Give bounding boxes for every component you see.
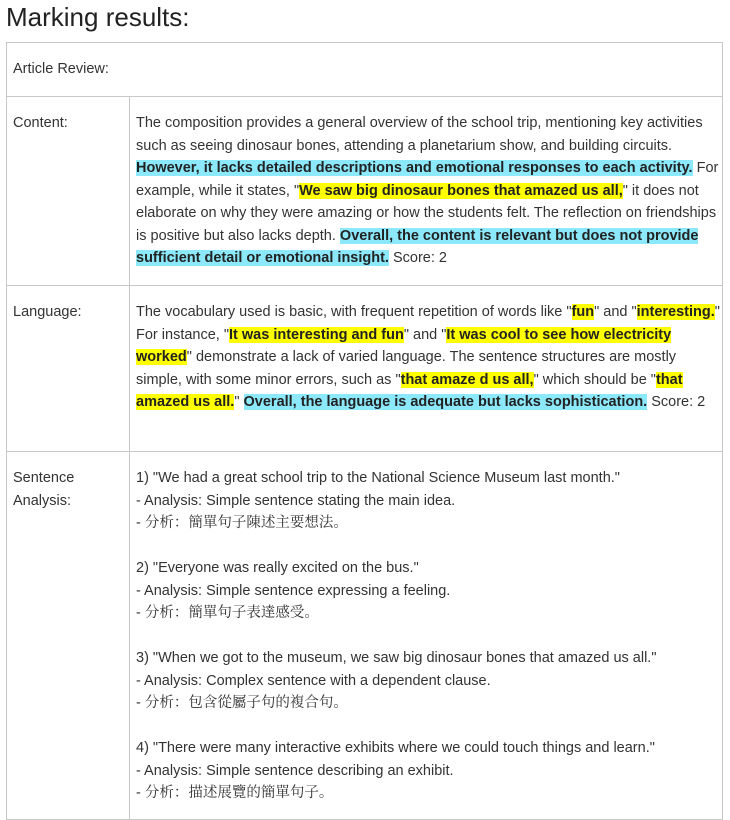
feedback-text: For example, while it states, "	[136, 160, 719, 199]
sentence-analysis-label: Sentence Analysis:	[7, 452, 130, 820]
analysis-english: - Analysis: Complex sentence with a dependent clause.	[136, 672, 491, 689]
analysis-sentence: 1) "We had a great school trip to the National Science Museum last month."	[136, 470, 620, 486]
sentence-analysis-item	[136, 737, 722, 805]
feedback-text: " and "	[594, 304, 637, 320]
analysis-sentence: 3) "When we got to the museum, we saw big dinosaur bones that amazed us all."	[136, 650, 657, 666]
highlight-quote: It was interesting and fun	[229, 326, 404, 343]
article-review-label: Article Review:	[7, 43, 723, 97]
feedback-text: The vocabulary used is basic, with frequent repetition of words like "	[136, 304, 572, 320]
article-review-row	[7, 43, 723, 97]
sentence-analysis-item	[136, 467, 722, 535]
sentence-analysis-item	[136, 557, 722, 625]
feedback-text: The composition provides a general overview of the school trip, mentioning key activities such as seeing dinosaur bones, attending a planetarium show, and building circuits.	[136, 115, 703, 154]
highlight-quote: interesting.	[636, 304, 715, 320]
sentence-analysis-item	[136, 647, 722, 715]
language-label: Language:	[7, 286, 130, 452]
language-row	[7, 286, 723, 452]
feedback-text: Score: 2	[647, 394, 706, 410]
sentence-analysis-row	[7, 452, 723, 820]
highlight-quote: We saw big dinosaur bones that amazed us all,	[299, 182, 623, 199]
page-title: Marking results:	[6, 2, 190, 32]
analysis-chinese: - 分析：包含從屬子句的複合句。	[136, 695, 348, 711]
feedback-text: " For instance, "	[136, 304, 720, 343]
analysis-english: - Analysis: Simple sentence stating the main idea.	[136, 492, 456, 509]
analysis-chinese: - 分析：描述展覽的簡單句子。	[136, 785, 334, 801]
analysis-sentence: 4) "There were many interactive exhibits where we could touch things and learn."	[136, 740, 655, 756]
highlight-summary: Overall, the content is relevant but does not provide sufficient detail or emotional insight.	[136, 227, 699, 266]
highlight-quote: that amazed us all.	[136, 371, 683, 410]
analysis-english: - Analysis: Simple sentence expressing a feeling.	[136, 582, 451, 599]
language-feedback	[130, 286, 723, 452]
highlight-summary: However, it lacks detailed descriptions and emotional responses to each activity.	[136, 160, 693, 176]
marking-results-table	[6, 42, 723, 820]
highlight-quote: It was cool to see how electricity worked	[136, 326, 672, 365]
feedback-text: " which should be "	[533, 371, 656, 388]
highlight-quote: that amaze d us all,	[400, 371, 534, 388]
analysis-chinese: - 分析：簡單句子表達感受。	[136, 605, 319, 621]
highlight-summary: Overall, the language is adequate but lacks sophistication.	[243, 394, 648, 410]
analysis-chinese: - 分析：簡單句子陳述主要想法。	[136, 515, 348, 531]
analysis-english: - Analysis: Simple sentence describing an exhibit.	[136, 762, 454, 779]
feedback-text: Score: 2	[388, 250, 447, 266]
feedback-text: " and "	[403, 326, 447, 343]
content-feedback	[130, 97, 723, 286]
content-label: Content:	[7, 97, 130, 286]
feedback-text: " it does not elaborate on why they were amazing or how the students felt. The reflection on friendships is positive but also lacks depth.	[136, 182, 717, 244]
sentence-analysis-list	[130, 452, 723, 820]
highlight-quote: fun	[571, 304, 595, 320]
analysis-sentence: 2) "Everyone was really excited on the bus."	[136, 560, 419, 576]
feedback-text: " demonstrate a lack of varied language. The sentence structures are mostly simple, with some minor errors, such as "	[136, 349, 677, 388]
content-row	[7, 97, 723, 286]
feedback-text: "	[234, 394, 244, 410]
